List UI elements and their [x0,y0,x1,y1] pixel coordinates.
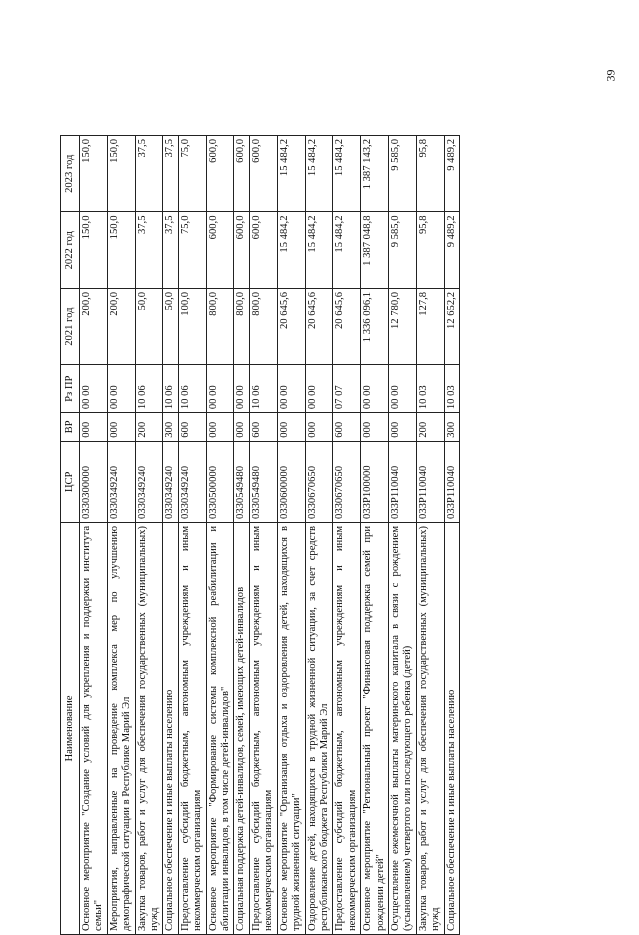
row-value-2022: 15 484,2 [333,212,361,288]
row-rzpr: 00 00 [107,365,135,413]
row-rzpr: 00 00 [361,365,389,413]
row-value-2021: 800,0 [249,288,277,364]
row-rzpr: 10 06 [163,365,178,413]
row-vr: 000 [107,413,135,442]
row-value-2023: 600,0 [249,136,277,213]
row-name: Предоставление субсидий бюджетным, автономным учреждениям и иным некоммерческим организациям [178,522,206,934]
row-value-2023: 150,0 [80,136,108,213]
table-row [416,136,444,935]
row-value-2023: 1 387 143,2 [361,136,389,213]
row-value-2023: 37,5 [135,136,163,213]
row-code: 0330349240 [178,441,206,522]
row-value-2022: 37,5 [135,212,163,288]
row-rzpr: 00 00 [234,365,249,413]
row-value-2022: 15 484,2 [277,212,305,288]
table-row [388,136,416,935]
row-vr: 200 [416,413,444,442]
row-value-2021: 20 645,6 [277,288,305,364]
row-code: 033P110040 [388,441,416,522]
row-value-2021: 800,0 [234,288,249,364]
header-vr: ВР [61,413,80,442]
table-row [234,136,249,935]
row-value-2022: 75,0 [178,212,206,288]
row-value-2021: 100,0 [178,288,206,364]
row-code: 0330670650 [305,441,333,522]
row-rzpr: 00 00 [206,365,234,413]
row-name: Основное мероприятие "Региональный проект "Финансовая поддержка семей при рождении детей" [361,522,389,934]
table-row [249,136,277,935]
page-number: 39 [603,69,618,82]
row-value-2021: 127,8 [416,288,444,364]
header-code: ЦСР [61,441,80,522]
row-value-2023: 15 484,2 [305,136,333,213]
row-vr: 300 [163,413,178,442]
row-value-2022: 9 585,0 [388,212,416,288]
row-name: Основное мероприятие "Создание условий для укрепления и поддержки института семьи" [80,522,108,934]
row-vr: 000 [277,413,305,442]
row-vr: 600 [333,413,361,442]
row-value-2023: 9 489,2 [444,136,459,213]
row-code: 0330549480 [249,441,277,522]
header-2023: 2023 год [61,136,80,213]
row-rzpr: 00 00 [80,365,108,413]
row-vr: 000 [305,413,333,442]
row-name: Основное мероприятие "Организация отдыха и оздоровления детей, находящихся в трудной жизненной ситуации" [277,522,305,934]
row-name: Закупка товаров, работ и услуг для обеспечения государственных (муниципальных) нужд [416,522,444,934]
row-value-2023: 15 484,2 [277,136,305,213]
row-code: 033P110040 [416,441,444,522]
header-2022: 2022 год [61,212,80,288]
row-value-2022: 9 489,2 [444,212,459,288]
header-rzpr: Рз ПР [61,365,80,413]
table-row [333,136,361,935]
row-code: 0330549480 [234,441,249,522]
table-row [178,136,206,935]
row-rzpr: 00 00 [388,365,416,413]
row-value-2023: 75,0 [178,136,206,213]
row-value-2023: 95,8 [416,136,444,213]
row-value-2021: 50,0 [135,288,163,364]
row-value-2021: 50,0 [163,288,178,364]
row-value-2022: 150,0 [107,212,135,288]
row-code: 0330349240 [107,441,135,522]
table-row [135,136,163,935]
budget-table-container [60,135,580,935]
table-row [305,136,333,935]
row-vr: 000 [206,413,234,442]
row-code: 0330349240 [135,441,163,522]
row-value-2022: 15 484,2 [305,212,333,288]
row-value-2022: 600,0 [206,212,234,288]
row-value-2021: 200,0 [107,288,135,364]
row-value-2022: 1 387 048,8 [361,212,389,288]
row-value-2022: 150,0 [80,212,108,288]
row-value-2022: 600,0 [249,212,277,288]
row-value-2023: 37,5 [163,136,178,213]
header-name: Наименование [61,522,80,934]
row-name: Основное мероприятие "Формирование системы комплексной реабилитации и абилитации инвалидов, в том числе детей-инвалидов" [206,522,234,934]
table-row [206,136,234,935]
row-value-2022: 600,0 [234,212,249,288]
row-name: Предоставление субсидий бюджетным, автономным учреждениям и иным некоммерческим организациям [333,522,361,934]
row-value-2021: 20 645,6 [305,288,333,364]
row-code: 033P100000 [361,441,389,522]
header-2021: 2021 год [61,288,80,364]
row-vr: 000 [80,413,108,442]
table-body [80,136,460,935]
row-name: Социальное обеспечение и иные выплаты населению [444,522,459,934]
row-rzpr: 10 06 [135,365,163,413]
row-code: 0330670650 [333,441,361,522]
table-row [277,136,305,935]
row-rzpr: 10 06 [249,365,277,413]
row-name: Социальное обеспечение и иные выплаты населению [163,522,178,934]
row-vr: 600 [178,413,206,442]
row-value-2023: 600,0 [234,136,249,213]
row-value-2021: 200,0 [80,288,108,364]
row-name: Оздоровление детей, находящихся в трудной жизненной ситуации, за счет средств республиканского бюджета Республики Марий Эл [305,522,333,934]
row-vr: 300 [444,413,459,442]
row-rzpr: 10 03 [416,365,444,413]
row-name: Социальная поддержка детей-инвалидов, семей, имеющих детей-инвалидов [234,522,249,934]
row-rzpr: 10 03 [444,365,459,413]
row-name: Предоставление субсидий бюджетным, автономным учреждениям и иным некоммерческим организациям [249,522,277,934]
row-value-2021: 12 652,2 [444,288,459,364]
table-row [107,136,135,935]
row-value-2021: 800,0 [206,288,234,364]
row-value-2023: 600,0 [206,136,234,213]
row-code: 0330500000 [206,441,234,522]
row-value-2022: 95,8 [416,212,444,288]
row-value-2022: 37,5 [163,212,178,288]
row-value-2023: 15 484,2 [333,136,361,213]
row-rzpr: 10 06 [178,365,206,413]
table-row [444,136,459,935]
row-vr: 600 [249,413,277,442]
row-rzpr: 00 00 [305,365,333,413]
row-code: 0330300000 [80,441,108,522]
row-code: 0330600000 [277,441,305,522]
row-code: 033P110040 [444,441,459,522]
row-rzpr: 00 00 [277,365,305,413]
row-vr: 000 [234,413,249,442]
row-name: Мероприятия, направленные на проведение комплекса мер по улучшению демографической ситуации в Республике Марий Эл [107,522,135,934]
row-value-2021: 12 780,0 [388,288,416,364]
table-row [80,136,108,935]
row-vr: 000 [388,413,416,442]
row-value-2021: 1 336 096,1 [361,288,389,364]
row-code: 0330349240 [163,441,178,522]
row-vr: 000 [361,413,389,442]
table-row [163,136,178,935]
row-name: Осуществление ежемесячной выплаты материнского капитала в связи с рождением (усыновлением) четвертого или последующего ребенка (детей) [388,522,416,934]
row-value-2023: 9 585,0 [388,136,416,213]
row-name: Закупка товаров, работ и услуг для обеспечения государственных (муниципальных) нужд [135,522,163,934]
row-rzpr: 07 07 [333,365,361,413]
row-value-2023: 150,0 [107,136,135,213]
row-value-2021: 20 645,6 [333,288,361,364]
row-vr: 200 [135,413,163,442]
table-row [361,136,389,935]
budget-table [60,135,460,935]
table-header-row [61,136,80,935]
